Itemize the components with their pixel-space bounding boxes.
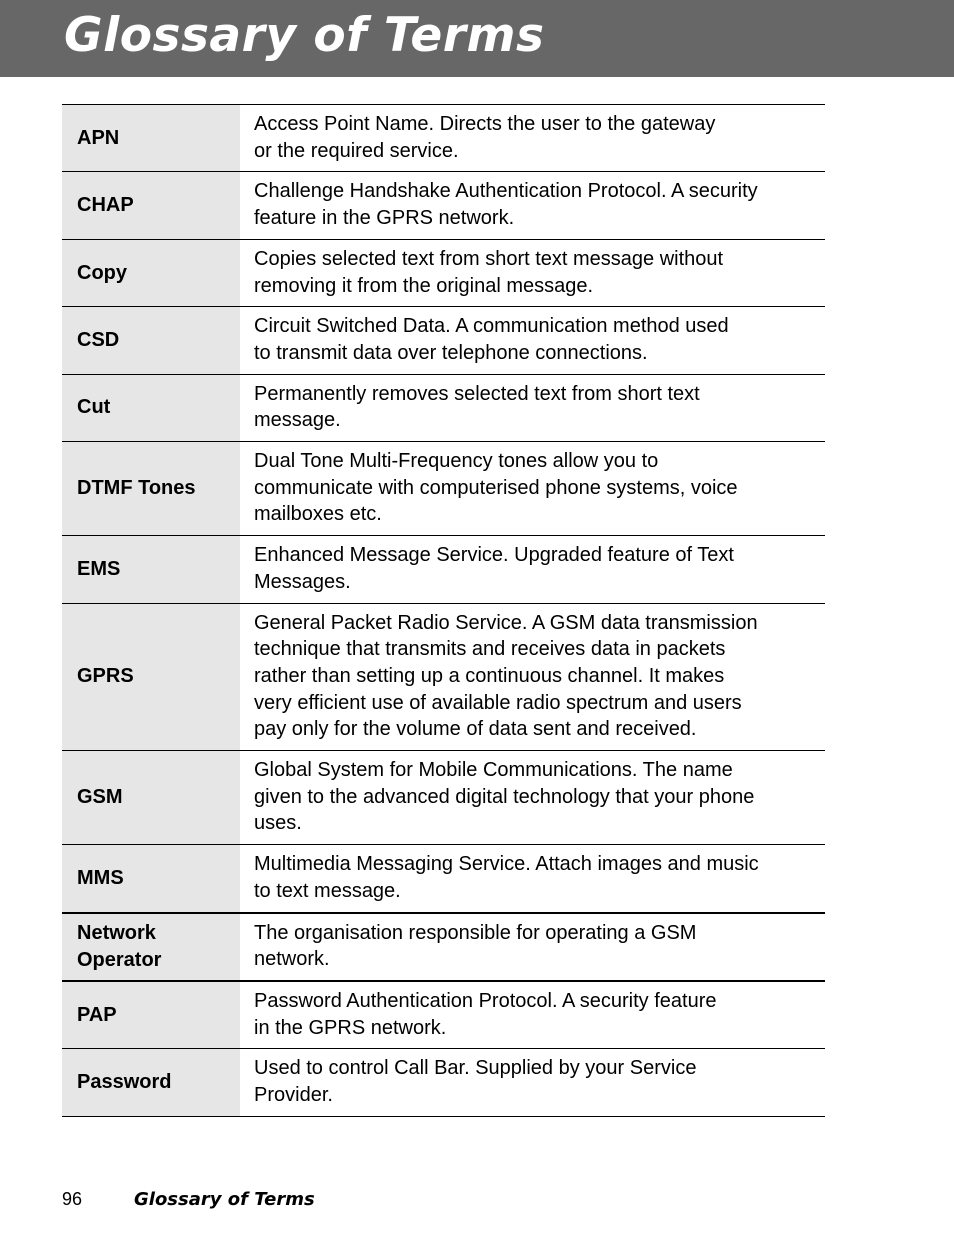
- glossary-row: [62, 105, 825, 172]
- glossary-row: [62, 603, 825, 751]
- glossary-definition: Circuit Switched Data. A communication method used to transmit data over telephone connections.: [240, 307, 825, 374]
- glossary-row: [62, 981, 825, 1049]
- glossary-term: Cut: [62, 374, 240, 441]
- glossary-term: PAP: [62, 981, 240, 1049]
- glossary-definition: Dual Tone Multi-Frequency tones allow you to communicate with computerised phone systems, voice mailboxes etc.: [240, 442, 825, 536]
- glossary-definition: Global System for Mobile Communications. The name given to the advanced digital technology that your phone uses.: [240, 751, 825, 845]
- page-footer: [62, 1186, 315, 1212]
- glossary-term: GPRS: [62, 603, 240, 751]
- glossary-definition: Multimedia Messaging Service. Attach images and music to text message.: [240, 845, 825, 913]
- glossary-row: [62, 239, 825, 306]
- glossary-definition: Access Point Name. Directs the user to the gateway or the required service.: [240, 105, 825, 172]
- glossary-row: [62, 751, 825, 845]
- glossary-row: [62, 172, 825, 239]
- glossary-row: [62, 442, 825, 536]
- glossary-term: MMS: [62, 845, 240, 913]
- glossary-row: [62, 845, 825, 913]
- glossary-definition: General Packet Radio Service. A GSM data transmission technique that transmits and receives data in packets rather than setting up a continuous channel. It makes very efficient use of available radio spectrum and users pay only for the volume of data sent and received.: [240, 603, 825, 751]
- glossary-row: [62, 913, 825, 981]
- glossary-term: GSM: [62, 751, 240, 845]
- glossary-definition: Challenge Handshake Authentication Protocol. A security feature in the GPRS network.: [240, 172, 825, 239]
- glossary-row: [62, 1049, 825, 1116]
- glossary-term: CSD: [62, 307, 240, 374]
- glossary-term: Password: [62, 1049, 240, 1116]
- glossary-row: [62, 374, 825, 441]
- glossary-term: Network Operator: [62, 913, 240, 981]
- glossary-term: APN: [62, 105, 240, 172]
- glossary-definition: The organisation responsible for operating a GSM network.: [240, 913, 825, 981]
- glossary-term: Copy: [62, 239, 240, 306]
- page-title: Glossary of Terms: [64, 8, 545, 63]
- glossary-definition: Used to control Call Bar. Supplied by your Service Provider.: [240, 1049, 825, 1116]
- glossary-row: [62, 307, 825, 374]
- glossary-definition: Copies selected text from short text message without removing it from the original message.: [240, 239, 825, 306]
- page-number: 96: [62, 1188, 83, 1209]
- glossary-row: [62, 536, 825, 603]
- glossary-term: EMS: [62, 536, 240, 603]
- glossary-term: CHAP: [62, 172, 240, 239]
- glossary-definition: Password Authentication Protocol. A security feature in the GPRS network.: [240, 981, 825, 1049]
- glossary-definition: Enhanced Message Service. Upgraded feature of Text Messages.: [240, 536, 825, 603]
- glossary-definition: Permanently removes selected text from short text message.: [240, 374, 825, 441]
- glossary-term: DTMF Tones: [62, 442, 240, 536]
- glossary-table: [62, 104, 825, 1117]
- footer-title: Glossary of Terms: [134, 1188, 315, 1210]
- page-header: [0, 0, 954, 77]
